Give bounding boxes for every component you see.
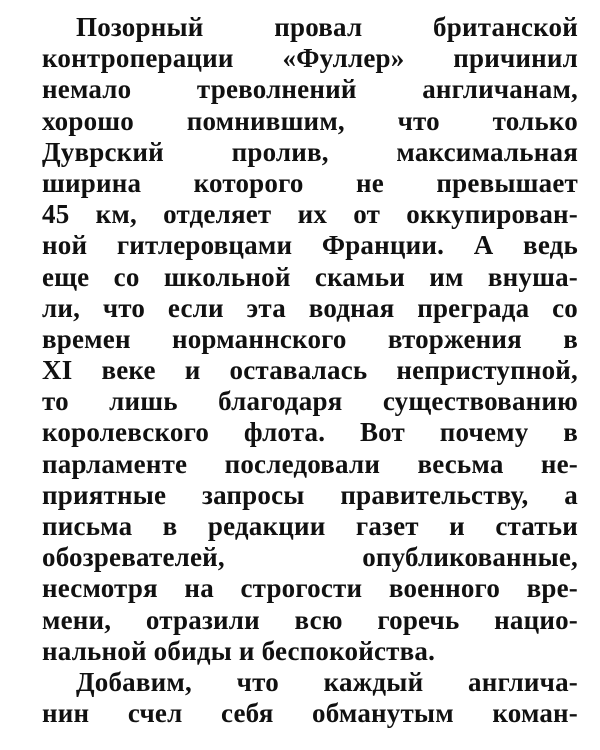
text-line: нальной обиды и беспокойства. (42, 635, 436, 666)
text-line: немало треволнений англичанам, (42, 74, 578, 105)
text-line: XI веке и оставалась неприступной, (42, 355, 578, 386)
text-line: Добавим, что каждый англича- (76, 666, 578, 697)
text-line: то лишь благодаря существованию (42, 386, 578, 417)
text-line: приятные запросы правительству, а (42, 479, 578, 510)
text-line: ширина которого не превышает (42, 167, 578, 198)
text-line: контроперации «Фуллер» причинил (42, 43, 578, 74)
article-text (42, 12, 578, 729)
paragraph-1 (42, 12, 578, 667)
text-line: ной гитлеровцами Франции. А ведь (42, 230, 578, 261)
text-line: обозревателей, опубликованные, (42, 542, 578, 573)
text-line: хорошо помнившим, что только (42, 105, 578, 136)
text-line: 45 км, отделяет их от оккупирован- (42, 199, 578, 230)
text-line: времен норманнского вторжения в (42, 323, 578, 354)
text-line: Дуврский пролив, максимальная (42, 136, 578, 167)
text-line: королевского флота. Вот почему в (42, 417, 578, 448)
text-line: парламенте последовали весьма не- (42, 448, 578, 479)
text-line: мени, отразили всю горечь нацио- (42, 604, 578, 635)
text-line: еще со школьной скамьи им внуша- (42, 261, 578, 292)
text-line: несмотря на строгости военного вре- (42, 573, 578, 604)
text-line: ли, что если эта водная преграда со (42, 292, 578, 323)
text-line: письма в редакции газет и статьи (42, 511, 578, 541)
text-line: нин счел себя обманутым коман- (42, 698, 578, 729)
paragraph-2 (42, 667, 578, 729)
text-line: Позорный провал британской (76, 12, 578, 42)
